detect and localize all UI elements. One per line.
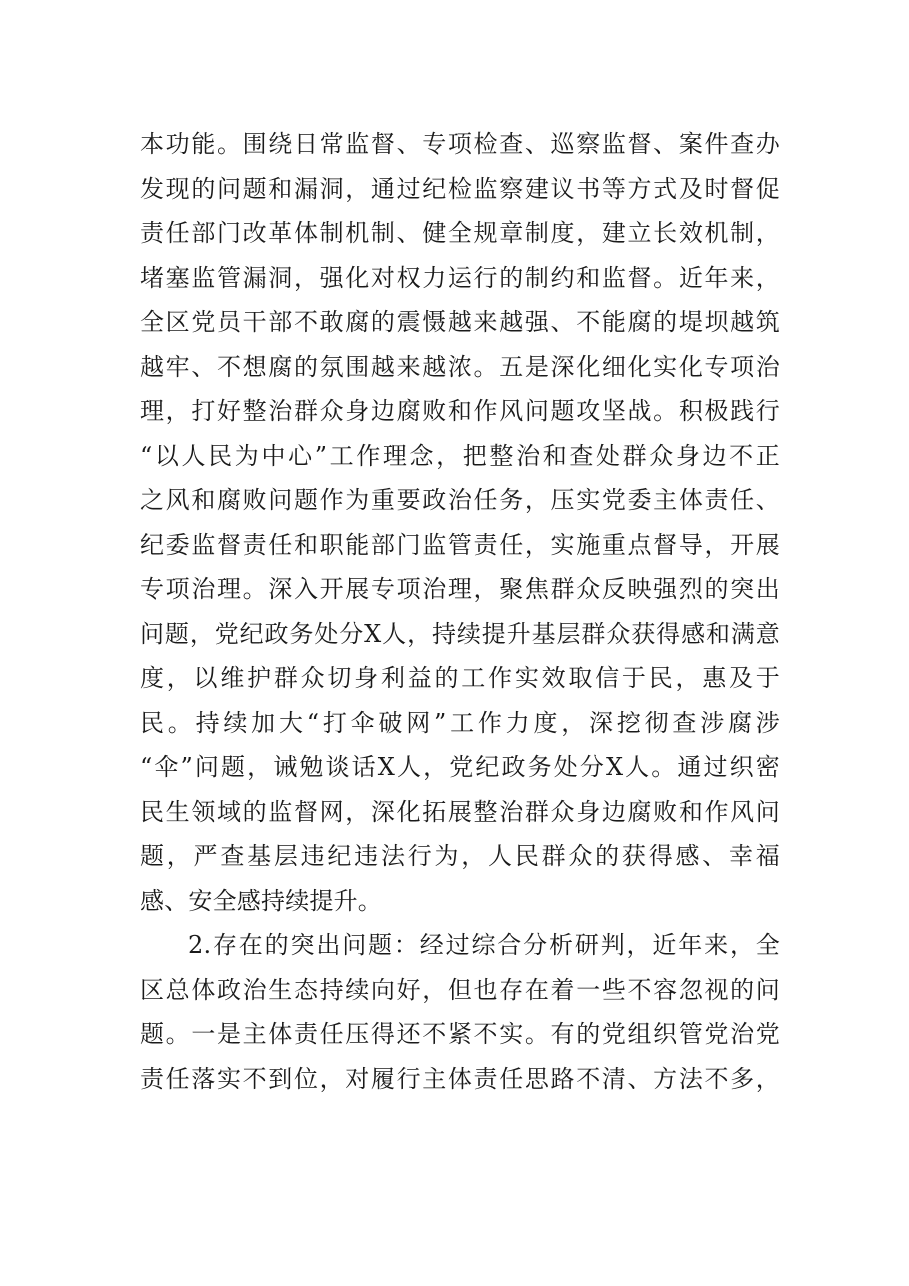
paragraph-1-line: 问题，党纪政务处分X人，持续提升基层群众获得感和满意 [140,619,780,648]
paragraph-1-line: 理，打好整治群众身边腐败和作风问题攻坚战。积极践行 [140,397,780,425]
paragraph-2-line: 责任落实不到位，对履行主体责任思路不清、方法不多， [140,1064,780,1093]
paragraph-1-line: 堵塞监管漏洞，强化对权力运行的制约和监督。近年来， [140,263,780,292]
paragraph-1-line: 民生领域的监督网，深化拓展整治群众身边腐败和作风问 [140,797,780,826]
paragraph-2-line: 区总体政治生态持续向好，但也存在着一些不容忽视的问 [140,975,780,1004]
paragraph-1-line: 感、安全感持续提升。 [140,886,382,915]
paragraph-1-line: 民。持续加大“打伞破网”工作力度，深挖彻查涉腐涉 [140,708,780,737]
paragraph-2-line: 2.存在的突出问题：经过综合分析研判，近年来，全 [188,931,780,959]
paragraph-1-line: “以人民为中心”工作理念，把整治和查处群众身边不正 [140,441,780,470]
paragraph-1-line: 纪委监督责任和职能部门监管责任，实施重点督导，开展 [140,530,780,559]
paragraph-1-line: 本功能。围绕日常监督、专项检查、巡察监督、案件查办 [140,130,780,158]
paragraph-1-line: 全区党员干部不敢腐的震慑越来越强、不能腐的堤坝越筑 [140,308,780,336]
paragraph-1-line: 责任部门改革体制机制、健全规章制度，建立长效机制， [140,219,780,247]
paragraph-1-line: 题，严查基层违纪违法行为，人民群众的获得感、幸福 [140,842,780,870]
paragraph-1-line: “伞”问题，诫勉谈话X人，党纪政务处分X人。通过织密 [140,753,780,781]
document-body [140,122,780,1101]
paragraph-1-line: 专项治理。深入开展专项治理，聚焦群众反映强烈的突出 [140,575,780,603]
paragraph-1-line: 度，以维护群众切身利益的工作实效取信于民，惠及于 [140,664,780,692]
paragraph-1-line: 越牢、不想腐的氛围越来越浓。五是深化细化实化专项治 [140,352,780,381]
paragraph-2-line: 题。一是主体责任压得还不紧不实。有的党组织管党治党 [140,1020,780,1048]
paragraph-1-line: 发现的问题和漏洞，通过纪检监察建议书等方式及时督促 [140,174,780,203]
paragraph-1-line: 之风和腐败问题作为重要政治任务，压实党委主体责任、 [140,486,780,514]
